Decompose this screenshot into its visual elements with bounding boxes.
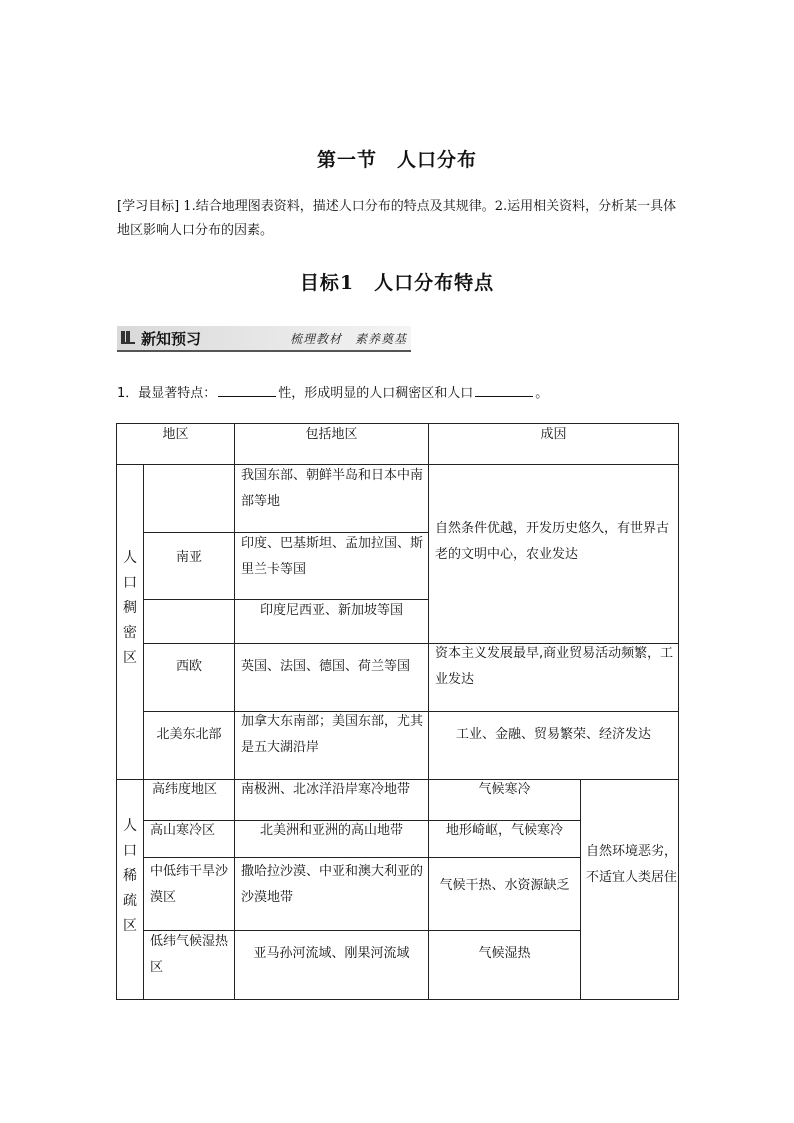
- dense-r4-include: 英国、法国、德国、荷兰等国: [241, 659, 411, 674]
- dense-r2-include: 印度、巴基斯坦、孟加拉国、斯里兰卡等国: [241, 536, 424, 577]
- sparse-r4-region: 低纬气候湿热区: [150, 934, 229, 975]
- objective-tag: [学习目标]: [117, 199, 180, 214]
- question-1-suffix: 。: [535, 386, 549, 401]
- sparse-overall-cause: 自然环境恶劣，不适宜人类居住: [586, 844, 678, 885]
- dense-r4-region: 西欧: [175, 659, 202, 674]
- section-title: 目标1 人口分布特点: [299, 272, 495, 294]
- banner-subtitle: 梳理教材 素养奠基: [289, 332, 407, 346]
- sparse-r1-region: 高纬度地区: [152, 782, 218, 797]
- sparse-r3-include: 撒哈拉沙漠、中亚和澳大利亚的沙漠地带: [241, 864, 424, 905]
- dense-r3-include: 印度尼西亚、新加坡等国: [259, 603, 403, 618]
- sparse-r1-include: 南极洲、北冰洋沿岸寒冷地带: [241, 782, 411, 797]
- dense-r5-cause: 工业、金融、贸易繁荣、经济发达: [455, 727, 651, 742]
- question-1-middle: 性，形成明显的人口稠密区和人口: [278, 386, 474, 401]
- sparse-r4-cause: 气候湿热: [478, 946, 531, 961]
- dense-label: 人口稠密区: [123, 550, 137, 666]
- dense-r1-include: 我国东部、朝鲜半岛和日本中南部等地: [241, 468, 424, 509]
- sparse-r3-cause: 气候干热、水资源缺乏: [439, 878, 570, 893]
- dense-r5-region: 北美东北部: [156, 727, 222, 742]
- question-1-prefix: 1．最显著特点：: [117, 386, 217, 401]
- header-region: 地区: [162, 427, 189, 442]
- dense-r5-include: 加拿大东南部；美国东部，尤其是五大湖沿岸: [241, 714, 424, 755]
- dense-r2-region: 南亚: [175, 550, 202, 565]
- dense-r4-cause: 资本主义发展最早,商业贸易活动频繁，工业发达: [435, 646, 674, 687]
- header-include: 包括地区: [305, 427, 358, 442]
- header-cause: 成因: [540, 427, 567, 442]
- sparse-r3-region: 中低纬干旱沙漠区: [150, 864, 229, 905]
- sparse-r4-include: 亚马孙河流域、刚果河流域: [253, 946, 410, 961]
- page-title: 第一节 人口分布: [316, 149, 477, 171]
- banner-title: 新知预习: [141, 330, 202, 348]
- sparse-label: 人口稀疏区: [123, 818, 137, 934]
- sparse-r1-cause: 气候寒冷: [478, 782, 531, 797]
- sparse-r2-cause: 地形崎岖，气候寒冷: [445, 823, 563, 838]
- objective-text: 1.结合地理图表资料，描述人口分布的特点及其规律。2.运用相关资料，分析某一具体地区影响人口分布的因素。: [117, 199, 677, 238]
- sparse-r2-include: 北美洲和亚洲的高山地带: [259, 823, 403, 838]
- sparse-r2-region: 高山寒冷区: [150, 823, 216, 838]
- dense-r123-cause: 自然条件优越，开发历史悠久，有世界古老的文明中心，农业发达: [435, 521, 670, 562]
